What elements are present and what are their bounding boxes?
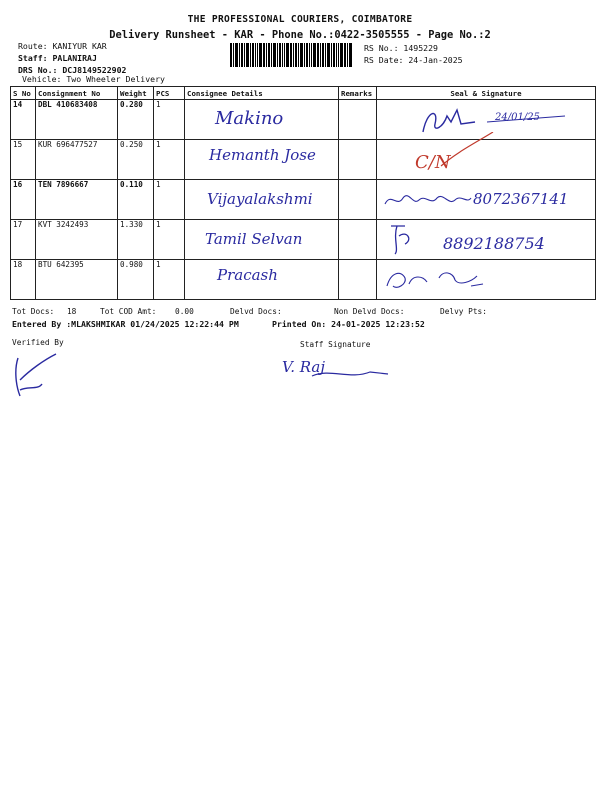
cell-consignee bbox=[185, 100, 339, 140]
table-row bbox=[11, 140, 596, 180]
company-title: THE PROFESSIONAL COURIERS, COIMBATORE bbox=[187, 14, 413, 25]
tot-cod-value: 0.00 bbox=[175, 307, 194, 316]
cell-consignment: DBL 410683408 bbox=[36, 100, 118, 140]
col-sno: S No bbox=[11, 87, 36, 100]
cell-consignment: KUR 696477527 bbox=[36, 140, 118, 180]
runsheet-table bbox=[10, 86, 596, 300]
cell-sno: 15 bbox=[11, 140, 36, 180]
tot-docs-label: Tot Docs: bbox=[12, 307, 55, 316]
signature-date: 24/01/25 bbox=[495, 112, 540, 123]
staff-signature-flourish-icon bbox=[310, 364, 390, 384]
cell-sno: 16 bbox=[11, 180, 36, 220]
staff-signature-label: Staff Signature bbox=[300, 340, 371, 349]
cell-consignment: KVT 3242493 bbox=[36, 220, 118, 260]
cell-signature bbox=[377, 140, 596, 180]
cell-sno: 18 bbox=[11, 260, 36, 300]
non-delvd-docs: Non Delvd Docs: bbox=[334, 307, 405, 316]
red-arc-icon bbox=[437, 132, 497, 172]
consignee-handwriting: Tamil Selvan bbox=[205, 230, 303, 248]
date-strike-line bbox=[487, 114, 567, 124]
col-remarks: Remarks bbox=[339, 87, 377, 100]
consignee-handwriting: Pracash bbox=[217, 266, 278, 284]
tot-cod-label: Tot COD Amt: bbox=[100, 307, 157, 316]
entered-by: Entered By :MLAKSHMIKAR 01/24/2025 12:22:44 PM bbox=[12, 319, 239, 329]
verified-signature-icon bbox=[12, 350, 62, 400]
col-consignee: Consignee Details bbox=[185, 87, 339, 100]
cn-mark: C/N bbox=[415, 152, 451, 173]
table-header-row bbox=[11, 87, 596, 100]
table-row bbox=[11, 100, 596, 140]
runsheet-title: Delivery Runsheet - KAR - Phone No.:0422-3505555 - Page No.:2 bbox=[109, 29, 491, 41]
cell-weight: 0.980 bbox=[118, 260, 154, 300]
signature-scribble-icon bbox=[383, 264, 493, 294]
barcode bbox=[230, 43, 352, 67]
cell-pcs: 1 bbox=[154, 220, 185, 260]
cell-pcs: 1 bbox=[154, 100, 185, 140]
cell-consignment: TEN 7896667 bbox=[36, 180, 118, 220]
cell-signature bbox=[377, 234, 596, 300]
delvy-pts: Delvy Pts: bbox=[440, 307, 487, 316]
consignee-handwriting: Makino bbox=[215, 108, 284, 129]
cell-consignee bbox=[185, 180, 339, 220]
cell-weight: 0.280 bbox=[118, 100, 154, 140]
script-scribble-icon bbox=[383, 190, 473, 210]
cell-remarks bbox=[339, 220, 377, 260]
verified-by-label: Verified By bbox=[12, 338, 64, 347]
cell-consignee bbox=[185, 260, 339, 300]
vehicle: Vehicle: Two Wheeler Delivery bbox=[22, 74, 165, 84]
route: Route: KANIYUR KAR bbox=[18, 41, 107, 51]
tot-docs bbox=[12, 307, 76, 316]
col-signature: Seal & Signature bbox=[377, 87, 596, 100]
cell-weight: 0.250 bbox=[118, 140, 154, 180]
staff-signature: V. Raj bbox=[282, 358, 325, 376]
cell-weight: 1.330 bbox=[118, 220, 154, 260]
rs-date: RS Date: 24-Jan-2025 bbox=[364, 55, 463, 65]
cell-consignee bbox=[185, 220, 339, 260]
col-pcs: PCS bbox=[154, 87, 185, 100]
cell-remarks bbox=[339, 100, 377, 140]
cell-remarks bbox=[339, 140, 377, 180]
col-consignment: Consignment No bbox=[36, 87, 118, 100]
cell-sno: 17 bbox=[11, 220, 36, 260]
delvd-docs: Delvd Docs: bbox=[230, 307, 282, 316]
signature-scribble-icon bbox=[385, 220, 421, 256]
phone-number: 8892188754 bbox=[443, 234, 545, 253]
printed-on: Printed On: 24-01-2025 12:23:52 bbox=[272, 319, 425, 329]
phone-number: 8072367141 bbox=[473, 190, 569, 208]
cell-remarks bbox=[339, 180, 377, 220]
tot-cod bbox=[100, 307, 194, 316]
cell-sno: 14 bbox=[11, 100, 36, 140]
cell-pcs: 1 bbox=[154, 140, 185, 180]
cell-consignment: BTU 642395 bbox=[36, 260, 118, 300]
tot-docs-value: 18 bbox=[66, 307, 77, 316]
cell-pcs: 1 bbox=[154, 260, 185, 300]
col-weight: Weight bbox=[118, 87, 154, 100]
cell-consignee bbox=[185, 140, 339, 180]
table-row bbox=[11, 260, 596, 300]
consignee-handwriting: Vijayalakshmi bbox=[207, 190, 313, 208]
consignee-handwriting: Hemanth Jose bbox=[209, 146, 316, 164]
cell-weight: 0.110 bbox=[118, 180, 154, 220]
staff: Staff: PALANIRAJ bbox=[18, 53, 97, 63]
cell-pcs: 1 bbox=[154, 180, 185, 220]
drs-number: DRS No.: DCJ8149522902 bbox=[18, 65, 127, 75]
cell-remarks bbox=[339, 260, 377, 300]
rs-number: RS No.: 1495229 bbox=[364, 43, 438, 53]
